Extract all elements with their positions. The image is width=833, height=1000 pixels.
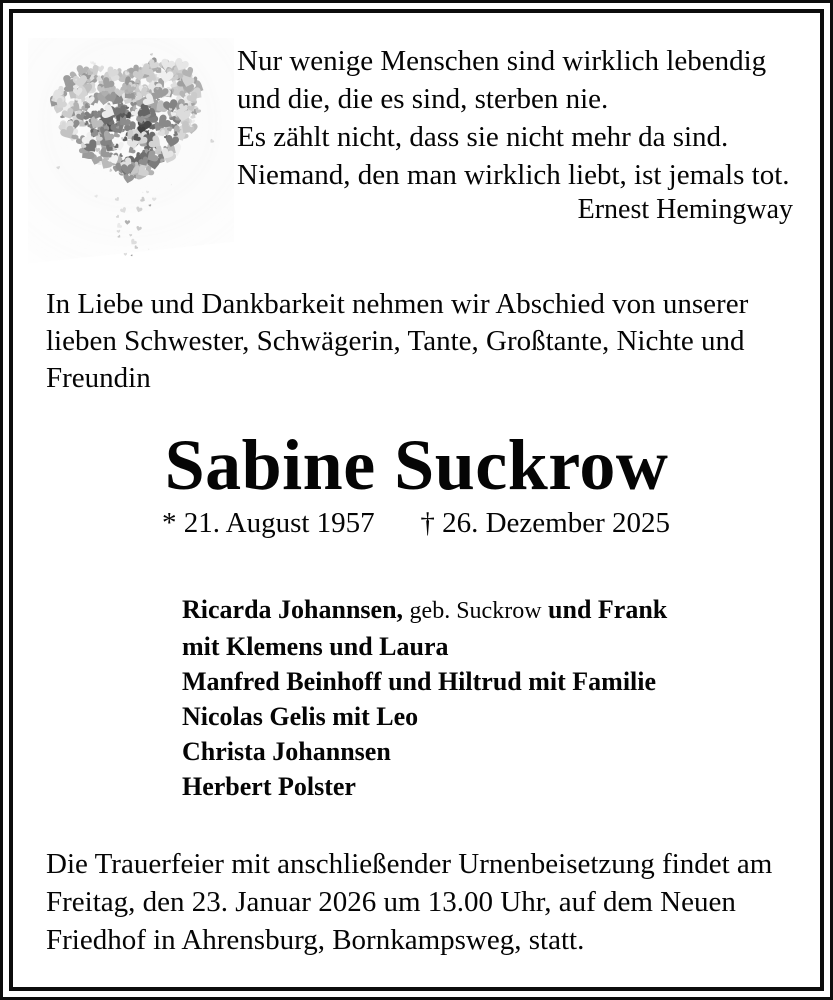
intro-line: lieben Schwester, Schwägerin, Tante, Großtante, Nichte und [46,325,745,357]
intro-line: Freundin [46,362,151,394]
mourner-name: und Frank [548,595,668,624]
quote-line: und die, die es sind, sterben nie. [237,83,609,115]
funeral-info [46,845,772,959]
mourner-line: Nicolas Gelis mit Leo [182,702,419,731]
quote-line: Niemand, den man wirklich liebt, ist jemals tot. [237,159,790,191]
heart-confetti-svg [28,38,234,264]
mourner-line: Herbert Polster [182,772,356,801]
funeral-line: Die Trauerfeier mit anschließender Urnenbeisetzung findet am [46,848,773,880]
mourners-list [182,592,667,804]
mourner-line [182,592,667,629]
quote-attribution: Ernest Hemingway [577,194,793,225]
quote-block [237,42,793,229]
mourner-name: Ricarda Johannsen, [182,595,404,624]
maiden-name-note: geb. Suckrow [409,598,542,624]
funeral-line: Freitag, den 23. Januar 2026 um 13.00 Uhr, auf dem Neuen [46,886,736,918]
mourner-line: mit Klemens und Laura [182,632,449,661]
funeral-line: Friedhof in Ahrensburg, Bornkampsweg, statt. [46,924,585,956]
deceased-name: Sabine Suckrow [164,425,669,505]
mourner-line: Manfred Beinhoff und Hiltrud mit Familie [182,667,657,696]
intro-text [46,286,748,397]
quote-line: Nur wenige Menschen sind wirklich lebendig [237,45,767,77]
life-dates [162,506,670,540]
birth-date: * 21. August 1957 [162,507,375,539]
death-date: † 26. Dezember 2025 [420,507,670,539]
heart-confetti-image [28,38,234,264]
quote-line: Es zählt nicht, dass sie nicht mehr da sind. [237,121,729,153]
mourner-line: Christa Johannsen [182,737,391,766]
intro-line: In Liebe und Dankbarkeit nehmen wir Abschied von unserer [46,288,749,320]
